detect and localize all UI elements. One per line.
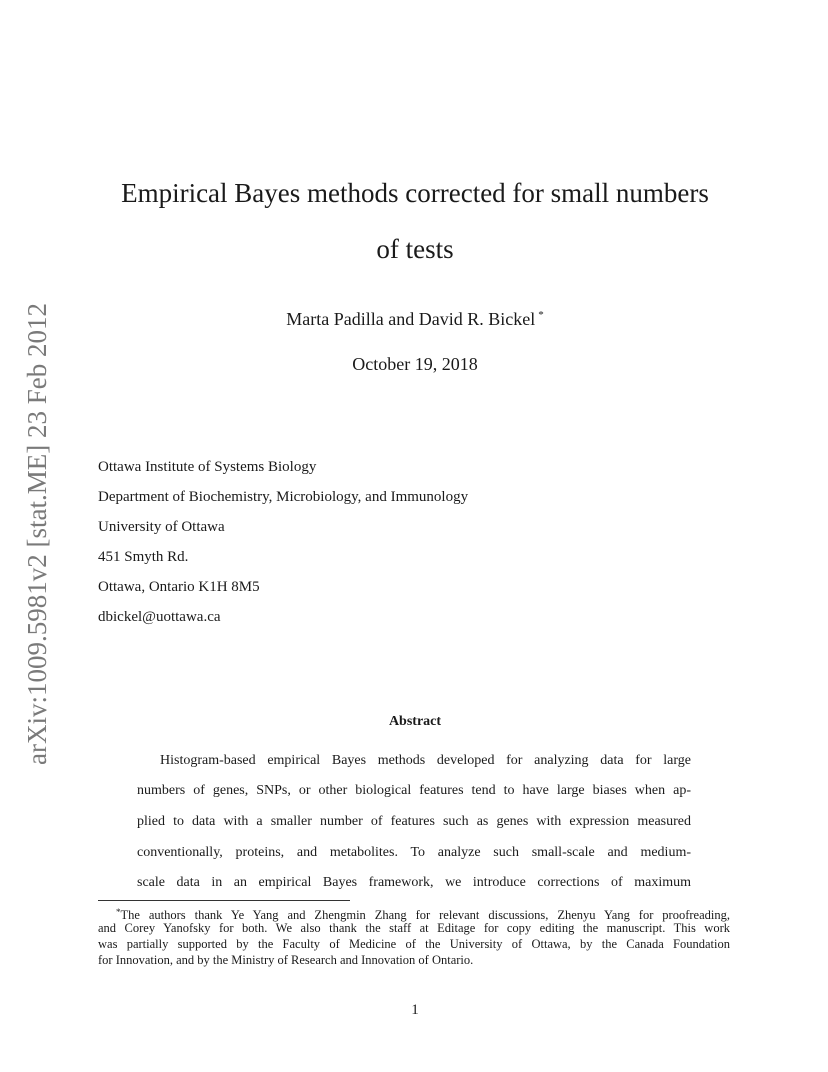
footnote-line: for Innovation, and by the Ministry of Research and Innovation of Ontario. xyxy=(98,953,474,967)
affiliation-department: Department of Biochemistry, Microbiology, and Immunology xyxy=(98,489,469,505)
author-footnote-marker: * xyxy=(538,309,544,321)
abstract-line: numbers of genes, SNPs, or other biological features tend to have large biases when ap- xyxy=(137,783,691,798)
affiliation-city: Ottawa, Ontario K1H 8M5 xyxy=(98,579,260,595)
arxiv-identifier-stamp: arXiv:1009.5981v2 [stat.ME] 23 Feb 2012 xyxy=(22,303,52,765)
affiliation-university: University of Ottawa xyxy=(98,519,225,535)
abstract-heading: Abstract xyxy=(388,714,442,729)
abstract-line: plied to data with a smaller number of features such as genes with expression measured xyxy=(137,814,691,829)
paper-date: October 19, 2018 xyxy=(352,354,478,374)
footnote-line: was partially supported by the Faculty of Medicine of the University of Ottawa, by the Canada Foundation xyxy=(98,937,730,951)
paper-title-line-2: of tests xyxy=(376,234,454,264)
abstract-line: Histogram-based empirical Bayes methods developed for analyzing data for large xyxy=(160,753,691,768)
paper-title-line-1: Empirical Bayes methods corrected for small numbers xyxy=(121,178,709,208)
affiliation-institute: Ottawa Institute of Systems Biology xyxy=(98,459,317,475)
affiliation-email: dbickel@uottawa.ca xyxy=(98,609,221,625)
author-list xyxy=(70,303,760,331)
footnote-line: and Corey Yanofsky for both. We also thank the staff at Editage for copy editing the manuscript. This work xyxy=(98,921,730,935)
abstract-line: scale data in an empirical Bayes framework, we introduce corrections of maximum xyxy=(137,875,691,890)
footnote-marker: * xyxy=(116,907,121,917)
page-number: 1 xyxy=(411,1002,419,1018)
affiliation-street: 451 Smyth Rd. xyxy=(98,549,189,565)
abstract-line: conventionally, proteins, and metabolites. To analyze such small-scale and medium- xyxy=(137,845,691,860)
footnote-separator xyxy=(98,900,350,901)
footnote-text: The authors thank Ye Yang and Zhengmin Zhang for relevant discussions, Zhenyu Yang for proofreading, xyxy=(120,908,730,922)
author-names: Marta Padilla and David R. Bickel xyxy=(286,309,536,329)
